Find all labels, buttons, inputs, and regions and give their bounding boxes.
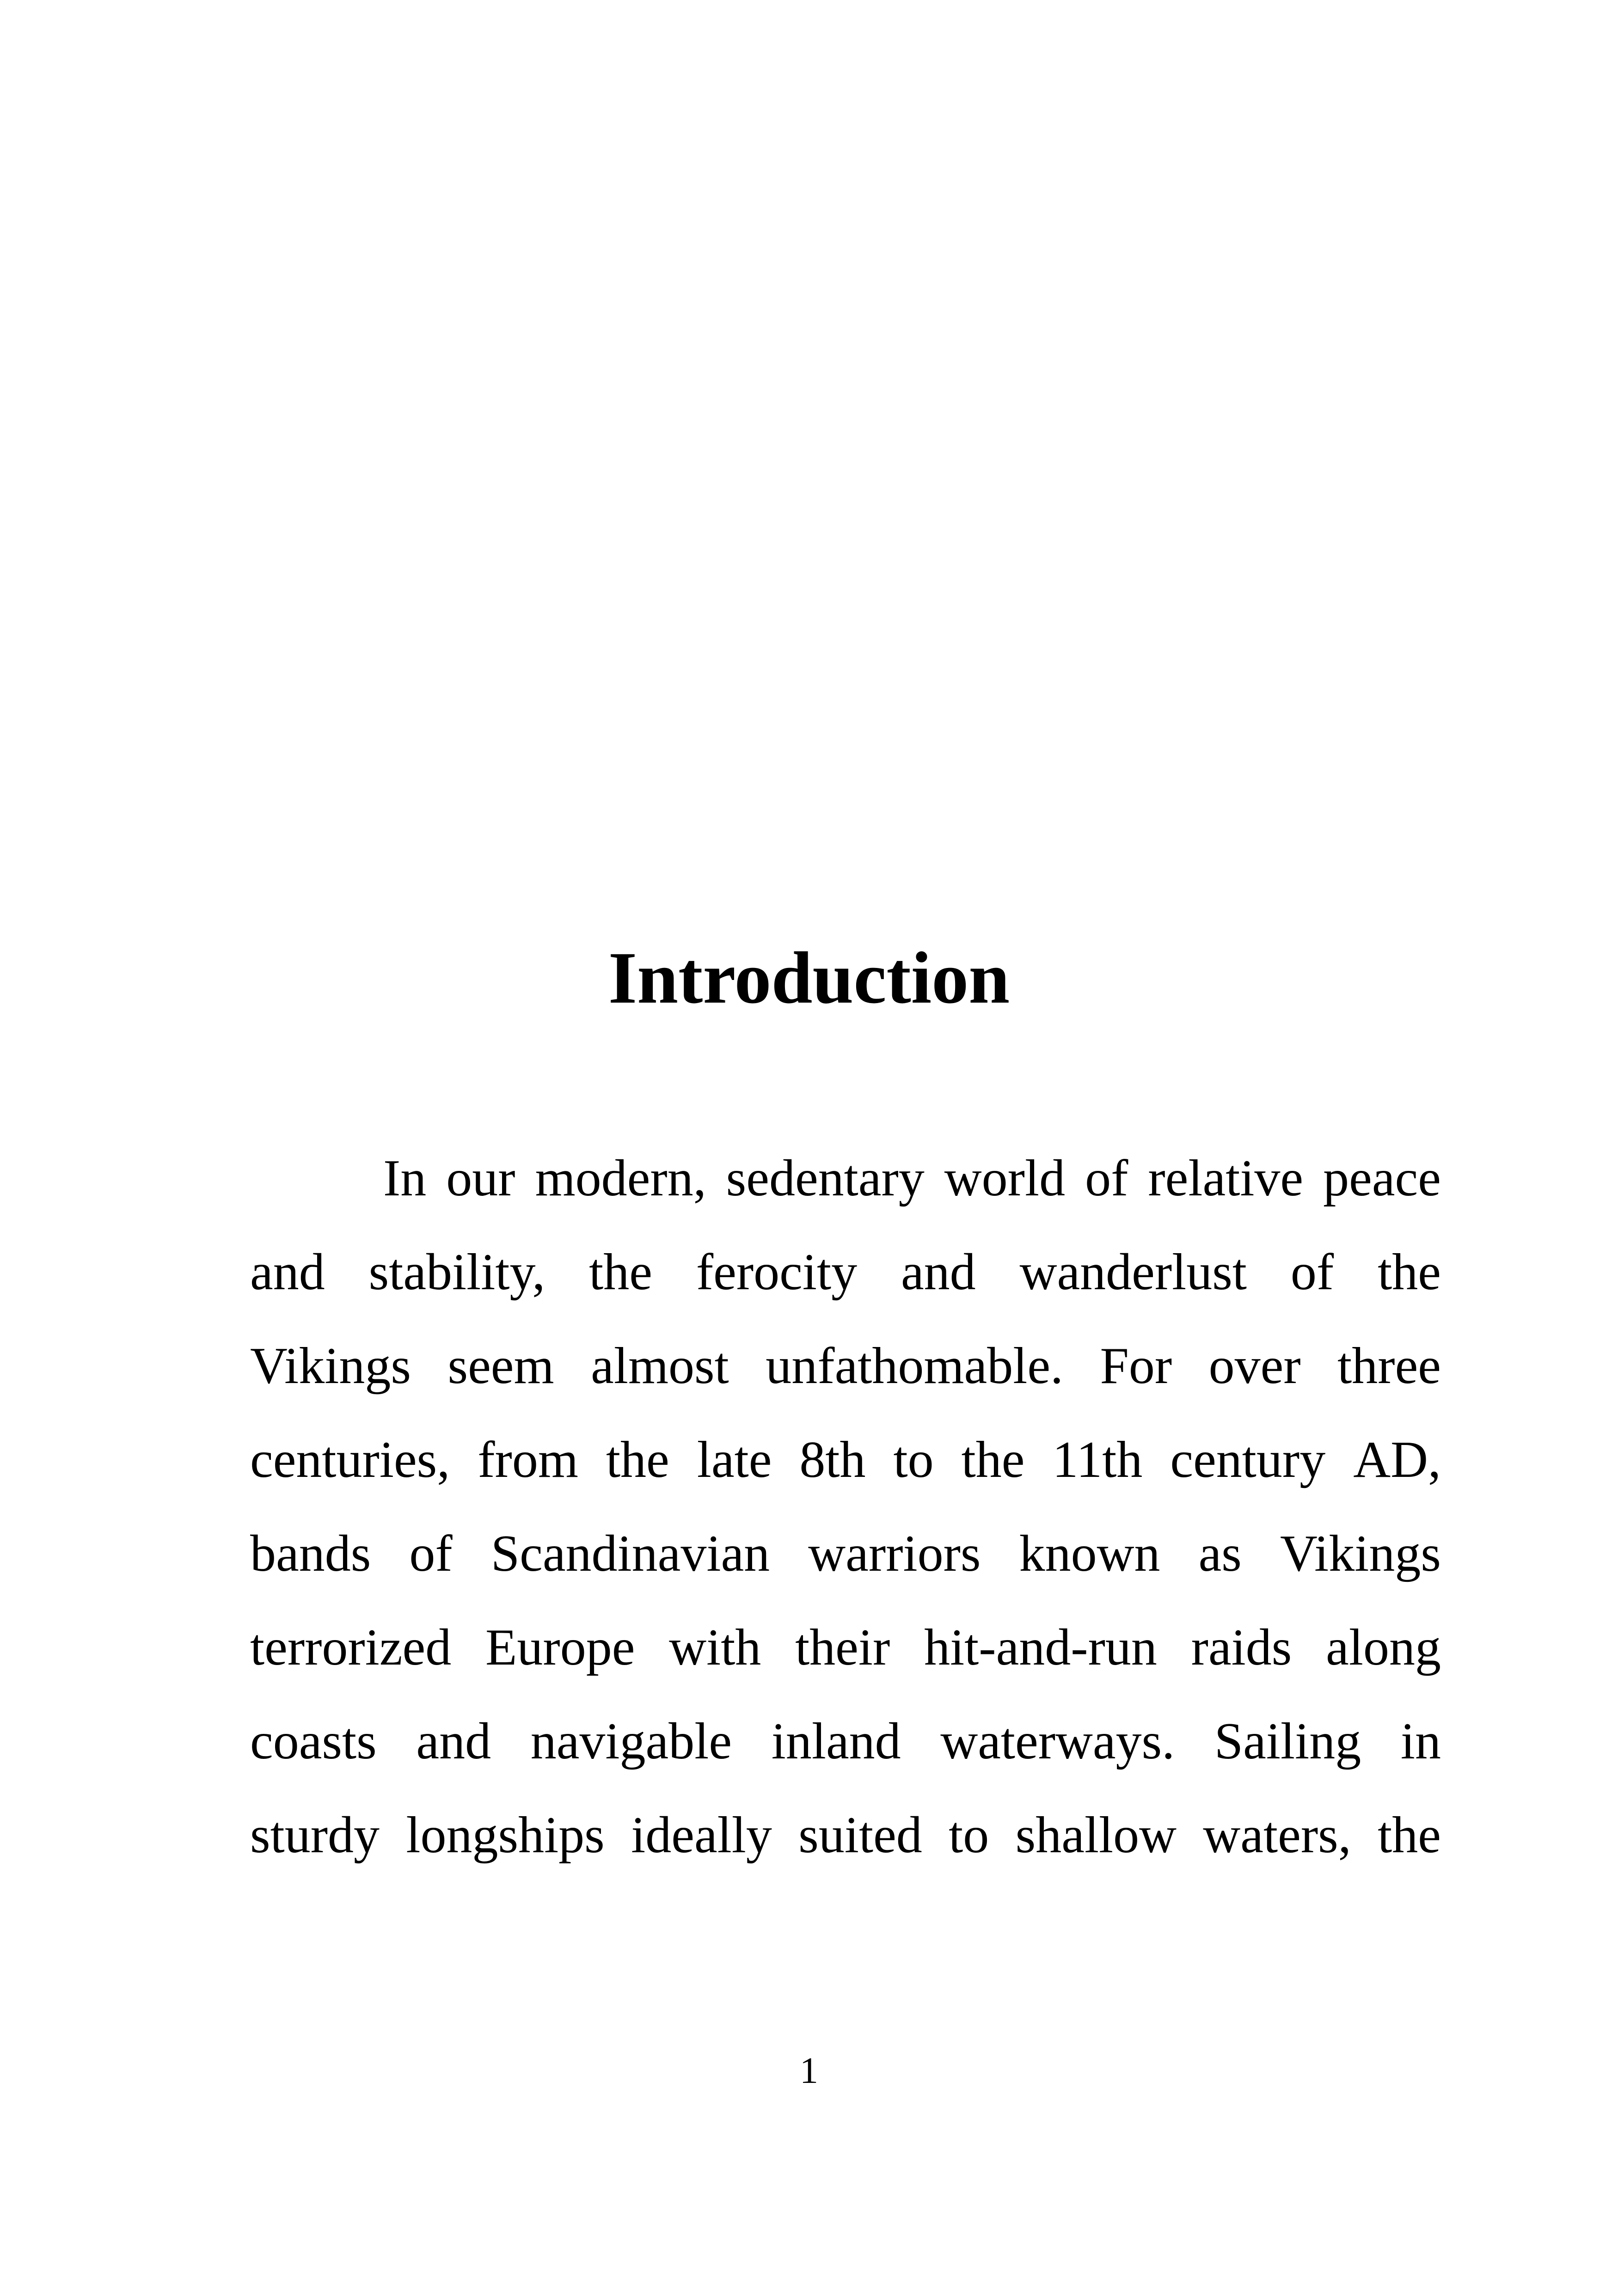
chapter-title: Introduction: [608, 937, 1010, 1019]
paragraph-line: In our modern, sedentary world of relative peace: [383, 1150, 1441, 1207]
paragraph-line: Vikings seem almost unfathomable. For over three: [250, 1337, 1441, 1395]
paragraph-line: and stability, the ferocity and wanderlust of the: [250, 1243, 1441, 1301]
paragraph-line: terrorized Europe with their hit-and-run raids along: [250, 1619, 1441, 1676]
page-number: 1: [800, 2051, 818, 2091]
paragraph-line: coasts and navigable inland waterways. Sailing in: [250, 1713, 1441, 1770]
paragraph-line: bands of Scandinavian warriors known as Vikings: [250, 1525, 1441, 1582]
body-paragraph: [250, 1132, 1441, 1882]
paragraph-line: sturdy longships ideally suited to shallow waters, the: [250, 1806, 1441, 1864]
paragraph-line: centuries, from the late 8th to the 11th century AD,: [250, 1431, 1441, 1488]
